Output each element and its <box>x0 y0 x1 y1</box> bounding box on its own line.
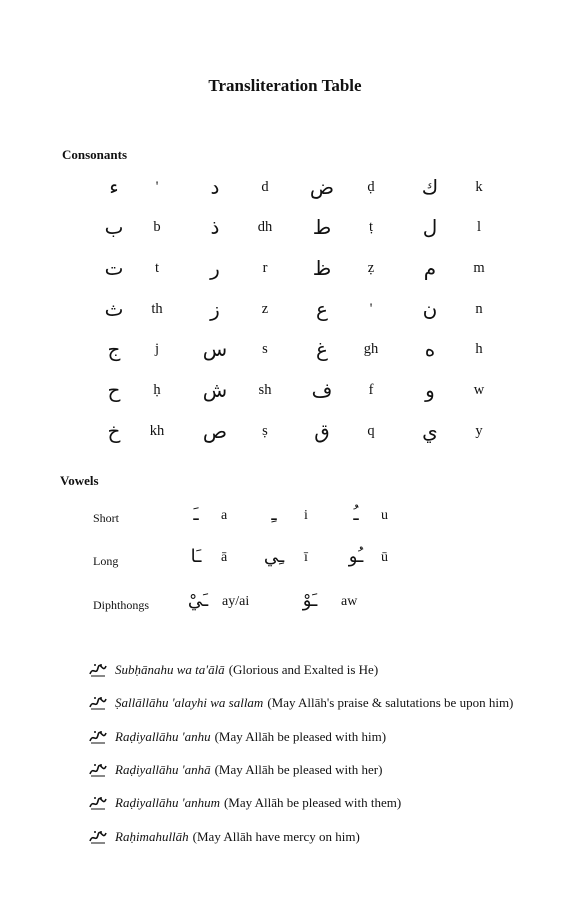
vowel-latin: i <box>304 508 308 523</box>
vowel-latin: aw <box>341 594 358 609</box>
consonant-latin: th <box>151 301 163 317</box>
consonant-arabic: ع <box>316 297 328 321</box>
vowel-latin: ī <box>304 550 308 565</box>
consonant-arabic: م <box>423 256 437 280</box>
consonant-arabic: ط <box>312 215 332 239</box>
consonant-arabic: ت <box>104 256 124 280</box>
vowel-arabic: ـُ <box>353 504 359 525</box>
consonant-latin: s <box>262 341 268 357</box>
consonant-arabic: ح <box>107 378 121 402</box>
consonant-latin: k <box>475 179 483 195</box>
calligraphy-seal-icon <box>88 795 108 811</box>
consonant-latin: ḍ <box>367 179 375 195</box>
consonant-arabic: ك <box>421 175 439 199</box>
consonant-arabic: ث <box>104 297 124 321</box>
honorific-transliteration: Raḍiyallāhu 'anhum <box>115 795 220 810</box>
vowel-latin: ā <box>221 550 228 565</box>
vowel-arabic: ـِ <box>271 504 277 525</box>
consonant-arabic: ء <box>109 175 119 199</box>
vowel-arabic: ـَيْ <box>187 590 209 611</box>
consonant-arabic: خ <box>107 419 121 443</box>
consonant-arabic: و <box>425 378 435 402</box>
consonant-latin: ṭ <box>368 219 374 235</box>
honorific-transliteration: Ṣallāllāhu 'alayhi wa sallam <box>115 695 264 710</box>
honorific-row <box>88 762 382 778</box>
vowel-label-diphthongs: Diphthongs <box>93 598 150 612</box>
consonant-arabic: غ <box>316 337 328 361</box>
consonant-latin: h <box>475 341 483 357</box>
vowel-arabic: ـُو <box>348 546 364 567</box>
honorific-meaning: (May Allāh be pleased with her) <box>214 762 383 777</box>
consonant-latin: sh <box>258 382 272 398</box>
vowel-arabic: ـَوْ <box>302 590 318 611</box>
consonant-arabic: ز <box>210 297 220 321</box>
consonant-arabic: ذ <box>210 215 220 239</box>
consonant-latin: q <box>367 423 375 439</box>
honorific-row <box>88 729 386 745</box>
consonant-arabic: ل <box>422 215 438 239</box>
consonant-latin: kh <box>149 423 165 439</box>
consonant-latin: r <box>262 260 268 276</box>
consonant-arabic: ق <box>314 419 330 443</box>
honorific-transliteration: Raḍiyallāhu 'anhā <box>115 762 211 777</box>
consonant-arabic: ن <box>422 297 438 321</box>
honorific-meaning: (May Allāh have mercy on him) <box>192 829 360 844</box>
consonant-arabic: ض <box>309 175 335 199</box>
vowel-label-long: Long <box>93 554 119 568</box>
consonant-latin: j <box>154 341 160 357</box>
honorific-transliteration: Raḍiyallāhu 'anhu <box>115 729 211 744</box>
consonant-arabic: ص <box>202 419 228 443</box>
consonant-latin: t <box>154 260 160 276</box>
consonant-latin: ṣ <box>262 423 268 439</box>
consonant-arabic: ب <box>104 215 124 239</box>
consonant-latin: m <box>473 260 485 276</box>
honorific-meaning: (May Allāh's praise & salutations be upon him) <box>267 695 514 710</box>
consonant-arabic: ف <box>311 378 333 402</box>
consonant-latin: w <box>473 382 485 398</box>
vowel-latin: u <box>381 508 388 523</box>
honorific-meaning: (Glorious and Exalted is He) <box>228 662 379 677</box>
consonant-arabic: ج <box>107 337 121 361</box>
consonant-latin: n <box>475 301 483 317</box>
consonant-latin: f <box>368 382 374 398</box>
honorific-row <box>88 662 378 678</box>
consonant-latin: ' <box>369 301 373 317</box>
calligraphy-seal-icon <box>88 695 108 711</box>
vowel-arabic: ـَا <box>190 546 202 567</box>
honorific-meaning: (May Allāh be pleased with him) <box>214 729 387 744</box>
consonant-arabic: ش <box>202 378 228 402</box>
consonant-arabic: ه <box>424 337 436 361</box>
consonants-heading: Consonants <box>62 147 128 162</box>
vowel-arabic: ـَ <box>193 504 199 525</box>
consonant-arabic: ظ <box>312 256 332 280</box>
calligraphy-seal-icon <box>88 662 108 678</box>
consonant-arabic: س <box>202 337 228 361</box>
consonant-latin: ' <box>155 179 159 195</box>
honorific-meaning: (May Allāh be pleased with them) <box>223 795 402 810</box>
page-title: Transliteration Table <box>208 76 362 95</box>
consonant-latin: ẓ <box>367 260 375 276</box>
consonant-latin: ḥ <box>153 382 161 398</box>
honorific-transliteration: Raḥimahullāh <box>115 829 189 844</box>
consonant-arabic: ي <box>422 419 438 443</box>
vowels-heading: Vowels <box>60 473 99 488</box>
consonant-latin: z <box>261 301 269 317</box>
honorific-transliteration: Subḥānahu wa ta'ālā <box>115 662 225 677</box>
consonant-latin: dh <box>257 219 273 235</box>
honorific-row <box>88 695 513 711</box>
consonant-latin: b <box>153 219 161 235</box>
consonant-latin: gh <box>363 341 379 357</box>
honorific-row <box>88 795 401 811</box>
calligraphy-seal-icon <box>88 829 108 845</box>
consonant-arabic: ر <box>210 256 220 280</box>
honorific-row <box>88 829 360 845</box>
vowel-latin: ū <box>381 550 388 565</box>
vowel-latin: a <box>221 508 228 523</box>
consonant-latin: d <box>261 179 269 195</box>
consonant-latin: l <box>476 219 482 235</box>
vowel-arabic: ـِي <box>263 546 285 567</box>
consonant-arabic: د <box>210 175 220 199</box>
vowel-label-short: Short <box>93 511 120 525</box>
consonant-latin: y <box>475 423 483 439</box>
calligraphy-seal-icon <box>88 762 108 778</box>
vowel-latin: ay/ai <box>222 594 250 609</box>
calligraphy-seal-icon <box>88 729 108 745</box>
